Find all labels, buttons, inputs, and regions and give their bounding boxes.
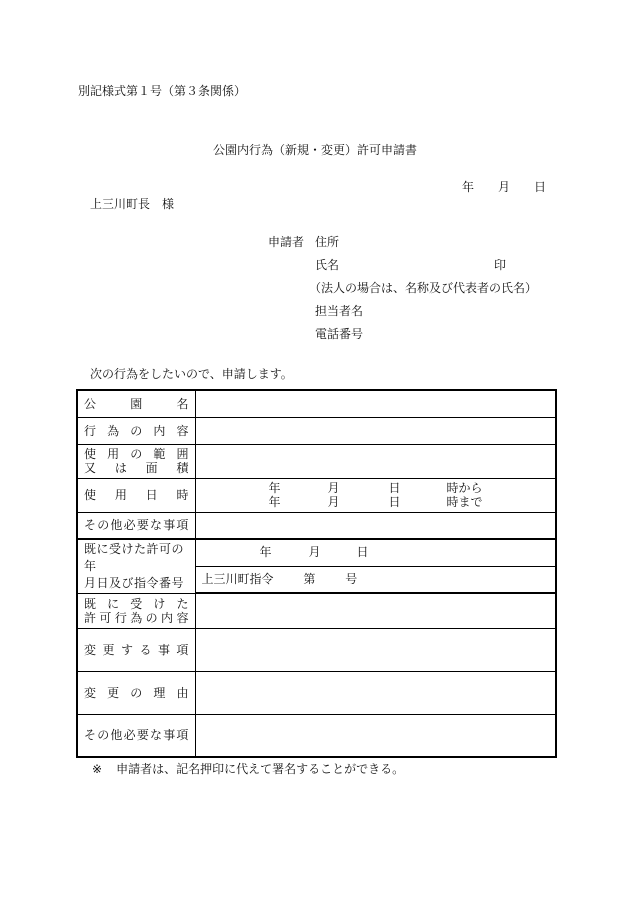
label-char: の	[97, 518, 110, 533]
label-char: の	[130, 447, 143, 461]
field-change-items[interactable]	[195, 628, 556, 671]
label-char: 使	[84, 447, 97, 461]
label-char: 内	[153, 423, 166, 438]
label-char: の	[145, 610, 158, 625]
label-char: 為	[107, 423, 120, 438]
field-change-reason[interactable]	[195, 671, 556, 714]
note-mark: ※	[92, 762, 103, 776]
from-day: 日	[388, 481, 401, 495]
row-change-reason	[77, 671, 556, 714]
label-char: 又	[84, 461, 97, 475]
label-char: 使	[84, 488, 97, 502]
row-other-2	[77, 714, 556, 757]
label-char: 事	[163, 518, 176, 533]
label-char: の	[97, 728, 110, 743]
label-char: 事	[157, 642, 170, 657]
field-datetime[interactable]	[195, 478, 556, 512]
prior-year: 年	[259, 544, 272, 559]
label-char: 用	[107, 447, 120, 461]
label-char: 公	[84, 396, 97, 411]
label-char: 時	[176, 488, 189, 502]
field-park-name[interactable]	[195, 390, 556, 417]
label-char: 要	[136, 728, 149, 743]
row-activity	[77, 417, 556, 444]
label-char: 他	[110, 518, 123, 533]
row-park-name	[77, 390, 556, 417]
field-other-1[interactable]	[195, 512, 556, 539]
label-park-name	[77, 390, 195, 417]
label-char: 行	[114, 610, 127, 625]
label-char: 更	[107, 685, 120, 700]
label-char: 容	[176, 610, 189, 625]
label-char: 事	[163, 728, 176, 743]
application-date	[462, 181, 546, 193]
label-char: 為	[130, 610, 143, 625]
label-char: の	[130, 685, 143, 700]
label-char: 他	[110, 728, 123, 743]
label-char: 園	[130, 396, 143, 411]
label-change-items	[77, 628, 195, 671]
field-range[interactable]	[195, 444, 556, 478]
label-char: そ	[84, 518, 97, 533]
label-range	[77, 444, 195, 478]
row-datetime	[77, 478, 556, 512]
application-table	[76, 389, 557, 758]
label-char: 積	[176, 461, 189, 475]
field-prior-permit-date[interactable]	[195, 539, 556, 566]
label-char: 範	[153, 447, 166, 461]
label-char: 必	[123, 518, 136, 533]
label-char: 囲	[176, 447, 189, 461]
label-other-2	[77, 714, 195, 757]
note-text: 申請者は、記名押印に代えて署名することができる。	[116, 762, 405, 776]
form-title: 公園内行為（新規・変更）許可申請書	[212, 143, 417, 157]
to-month: 月	[327, 495, 340, 509]
applicant-label: 申請者	[268, 235, 305, 249]
row-other-1	[77, 512, 556, 539]
to-year: 年	[268, 495, 281, 509]
field-other-2[interactable]	[195, 714, 556, 757]
label-change-reason	[77, 671, 195, 714]
applicant-address-label: 住所	[315, 235, 340, 249]
addressee: 上三川町長 様	[90, 197, 175, 211]
date-year: 年	[462, 180, 475, 194]
field-prior-permit-number[interactable]	[195, 566, 556, 593]
label-char: 用	[114, 488, 127, 502]
label-activity	[77, 417, 195, 444]
label-char: た	[176, 596, 189, 611]
label-char: 内	[161, 610, 174, 625]
label-char: に	[107, 596, 120, 611]
row-prior-content	[77, 593, 556, 628]
prior-month: 月	[308, 544, 321, 559]
row-range	[77, 444, 556, 478]
prior-number-dai: 第	[303, 572, 316, 587]
from-time: 時から	[446, 481, 483, 495]
label-char: な	[150, 728, 163, 743]
prior-day: 日	[356, 544, 369, 559]
applicant-contact-label: 担当者名	[315, 304, 364, 318]
label-char: 更	[102, 642, 115, 657]
label-prior-content	[77, 593, 195, 628]
footnote	[92, 763, 404, 775]
label-prior-permit	[77, 539, 195, 593]
to-day: 日	[388, 495, 401, 509]
label-char: 項	[176, 518, 189, 533]
label-char: 名	[176, 396, 189, 411]
label-other-1	[77, 512, 195, 539]
intro-text: 次の行為をしたいので、申請します。	[90, 367, 293, 381]
date-day: 日	[533, 180, 546, 194]
label-char: 項	[176, 728, 189, 743]
label-char: 可	[99, 610, 112, 625]
field-activity[interactable]	[195, 417, 556, 444]
label-prior-permit-line1: 既に受けた許可の年	[84, 542, 185, 573]
applicant-name-label: 氏名	[315, 258, 340, 272]
label-char: な	[150, 518, 163, 533]
label-char: 由	[176, 685, 189, 700]
form-number: 別記様式第１号（第３条関係）	[78, 84, 247, 98]
label-char: 行	[84, 423, 97, 438]
date-month: 月	[497, 180, 510, 194]
label-char: る	[139, 642, 152, 657]
label-char: 変	[84, 642, 97, 657]
label-char: 変	[84, 685, 97, 700]
row-prior-permit-date	[77, 539, 556, 566]
label-prior-permit-line2: 月日及び指令番号	[84, 575, 185, 590]
row-change-items	[77, 628, 556, 671]
from-year: 年	[268, 481, 281, 495]
from-month: 月	[327, 481, 340, 495]
label-datetime	[77, 478, 195, 512]
label-char: 容	[176, 423, 189, 438]
label-char: の	[130, 423, 143, 438]
label-char: す	[120, 642, 133, 657]
field-prior-content[interactable]	[195, 593, 556, 628]
applicant-phone-label: 電話番号	[315, 327, 364, 341]
label-char: け	[153, 596, 166, 611]
seal-mark: 印	[494, 258, 507, 272]
label-char: 許	[84, 610, 97, 625]
label-char: 必	[123, 728, 136, 743]
label-char: 既	[84, 596, 97, 611]
prior-number-prefix: 上三川町指令	[201, 572, 274, 587]
applicant-corp-note: （法人の場合は、名称及び代表者の氏名）	[309, 281, 538, 295]
label-char: 日	[145, 488, 158, 502]
label-char: 項	[176, 642, 189, 657]
label-char: 理	[153, 685, 166, 700]
label-char: 要	[136, 518, 149, 533]
label-char: 面	[145, 461, 158, 475]
label-char: は	[114, 461, 127, 475]
to-time: 時まで	[446, 495, 483, 509]
prior-number-go: 号	[345, 572, 358, 587]
label-char: 受	[130, 596, 143, 611]
label-char: そ	[84, 728, 97, 743]
